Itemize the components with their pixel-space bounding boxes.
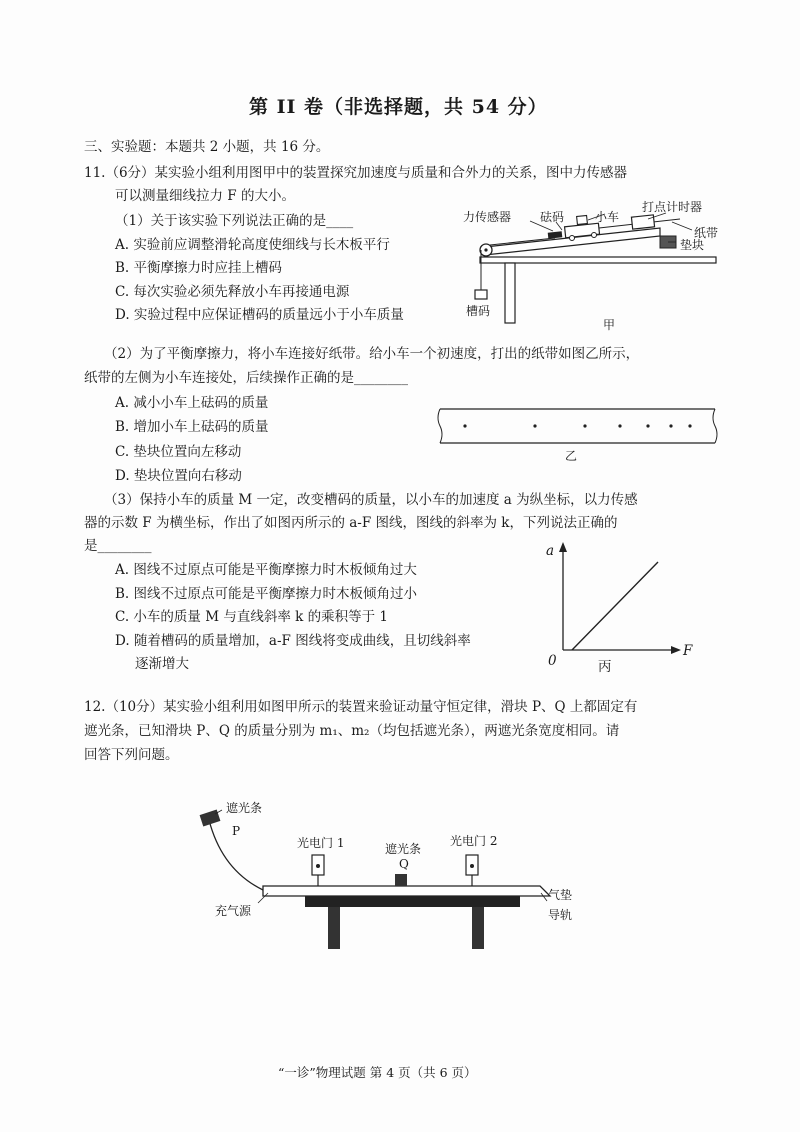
label-strip-q: 遮光条 <box>385 842 422 856</box>
graph-y-label: a <box>546 543 555 559</box>
q11-part3-option-b: B. 图线不过原点可能是平衡摩擦力时木板倾角过小 <box>115 586 418 602</box>
q11-part2-option-b: B. 增加小车上砝码的质量 <box>115 419 269 435</box>
q11-part3-option-c: C. 小车的质量 M 与直线斜率 k 的乘积等于 1 <box>115 609 388 625</box>
label-block: 垫块 <box>680 238 705 252</box>
label-slider-q: Q <box>399 857 409 871</box>
label-weight: 砝码 <box>540 210 565 224</box>
q11-part3-stem-line1: （3）保持小车的质量 M 一定，改变槽码的质量，以小车的加速度 a 为纵坐标，以力传感 <box>104 492 638 508</box>
q11-part1-option-c: C. 每次实验必须先释放小车再接通电源 <box>115 284 350 300</box>
label-hook-weight: 槽码 <box>466 304 491 318</box>
q12-line2: 遮光条，已知滑块 P、Q 的质量分别为 m₁、m₂（均包括遮光条），两遮光条宽度相同。请 <box>84 723 620 739</box>
q11-part3-stem-line2: 器的示数 F 为横坐标，作出了如图丙所示的 a-F 图线，图线的斜率为 k，下列说法正确的 <box>84 515 618 531</box>
q11-part2-stem-line1: （2）为了平衡摩擦力，将小车连接好纸带。给小车一个初速度，打出的纸带如图乙所示， <box>104 346 640 362</box>
figure-yi-caption: 乙 <box>565 449 578 463</box>
q11-part2-option-a: A. 减小小车上砝码的质量 <box>115 395 269 411</box>
q11-part1-option-b: B. 平衡摩擦力时应挂上槽码 <box>115 260 283 276</box>
label-track: 导轨 <box>548 908 573 922</box>
graph-origin-label: 0 <box>548 653 557 669</box>
q11-part2-stem-line2: 纸带的左侧为小车连接处，后续操作正确的是________ <box>84 370 408 386</box>
q11-part3-option-d-line2: 逐渐增大 <box>135 656 189 672</box>
label-air-source: 充气源 <box>215 904 252 918</box>
q11-part2-option-d: D. 垫块位置向右移动 <box>115 468 242 484</box>
graph-x-label: F <box>683 643 693 659</box>
q11-part3-option-a: A. 图线不过原点可能是平衡摩擦力时木板倾角过大 <box>115 562 417 578</box>
q11-part1-option-a: A. 实验前应调整滑轮高度使细线与长木板平行 <box>115 237 390 253</box>
q11-part1-option-d: D. 实验过程中应保证槽码的质量远小于小车质量 <box>115 307 404 323</box>
label-cart: 小车 <box>595 210 620 224</box>
label-air-cushion: 气垫 <box>548 888 573 902</box>
label-timer: 打点计时器 <box>642 200 703 214</box>
page-footer: “一诊”物理试题 第 4 页（共 6 页） <box>278 1065 477 1080</box>
q11-part3-option-d: D. 随着槽码的质量增加，a-F 图线将变成曲线，且切线斜率 <box>115 633 471 649</box>
section-heading: 三、实验题：本题共 2 小题，共 16 分。 <box>84 139 330 155</box>
label-gate-2: 光电门 2 <box>450 834 498 848</box>
label-slider-p: P <box>232 824 241 838</box>
figure-jia-caption: 甲 <box>603 318 616 332</box>
q11-intro-line1: 11.（6分）某实验小组利用图甲中的装置探究加速度与质量和合外力的关系，图中力传感器 <box>84 165 628 181</box>
figure-bing-caption: 丙 <box>598 659 612 675</box>
q11-part2-option-c: C. 垫块位置向左移动 <box>115 444 242 460</box>
q11-part3-stem-line3: 是________ <box>84 538 152 554</box>
q12-line3: 回答下列问题。 <box>84 747 179 763</box>
label-gate-1: 光电门 1 <box>297 836 345 850</box>
q11-part1-stem: （1）关于该实验下列说法正确的是____ <box>115 213 354 229</box>
label-strip-p: 遮光条 <box>226 801 263 815</box>
q12-line1: 12.（10分）某实验小组利用如图甲所示的装置来验证动量守恒定律，滑块 P、Q 上都固定有 <box>84 699 638 715</box>
page-title: 第 II 卷（非选择题，共 54 分） <box>249 96 548 118</box>
label-tape: 纸带 <box>694 226 719 240</box>
q11-intro-line2: 可以测量细线拉力 F 的大小。 <box>115 188 295 204</box>
label-force-sensor: 力传感器 <box>463 210 512 224</box>
